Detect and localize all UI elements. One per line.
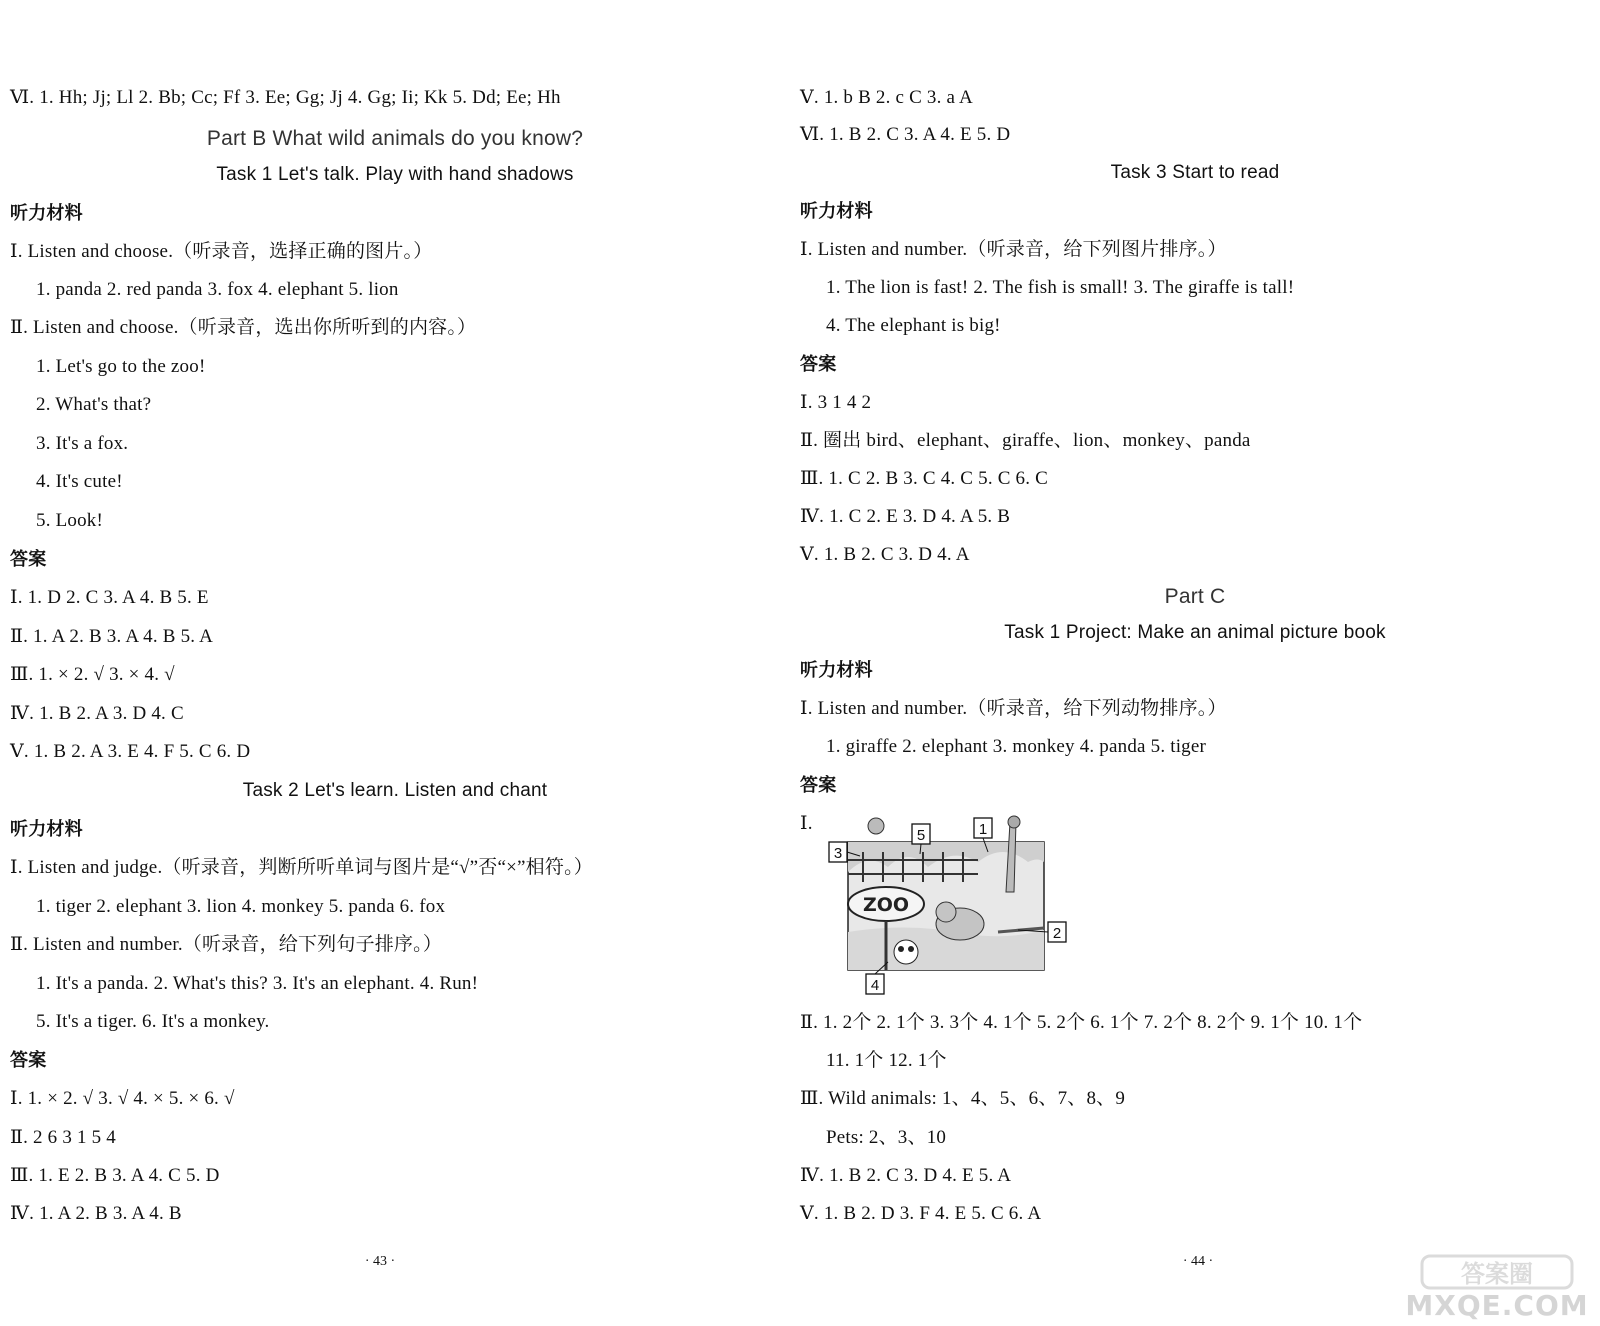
panda [894, 940, 918, 964]
answer-line: Ⅴ. 1. B 2. C 3. D 4. A [800, 544, 970, 565]
watermark-logo-icon [1402, 1252, 1592, 1292]
question-line: Ⅱ. Listen and number.（听录音，给下列句子排序。） [10, 934, 443, 955]
answer-line: Ⅳ. 1. C 2. E 3. D 4. A 5. B [800, 506, 1011, 527]
section-heading: 听力材料 [800, 201, 873, 222]
answer-line: Ⅰ. 3 1 4 2 [800, 392, 872, 413]
watermark-text: MXQE.COM [1405, 1289, 1589, 1322]
answer-line: 4. The elephant is big! [826, 315, 1001, 336]
answer-line: Ⅵ. 1. Hh; Jj; Ll 2. Bb; Cc; Ff 3. Ee; Gg; Jj 4. Gg; Ii; Kk 5. Dd; Ee; Hh [10, 87, 561, 108]
page-number: · 43 · [364, 1254, 396, 1269]
section-heading: 答案 [800, 354, 837, 375]
answer-line: Ⅴ. 1. B 2. D 3. F 4. E 5. C 6. A [800, 1203, 1042, 1224]
monkey [868, 818, 884, 834]
part-heading: Part B What wild animals do you know? [206, 127, 584, 150]
task-heading: Task 2 Let's learn. Listen and chant [242, 780, 548, 801]
answer-line: 1. It's a panda. 2. What's this? 3. It's an elephant. 4. Run! [36, 973, 479, 994]
label-5: 5 [916, 827, 926, 844]
question-line: Ⅱ. Listen and choose.（听录音，选出你所听到的内容。） [10, 317, 477, 338]
task-heading: Task 3 Start to read [1110, 162, 1280, 183]
section-heading: 答案 [10, 549, 47, 570]
answer-line: 1. The lion is fast! 2. The fish is small! 3. The giraffe is tall! [826, 277, 1295, 298]
section-heading: 答案 [10, 1050, 47, 1071]
answer-line: 1. panda 2. red panda 3. fox 4. elephant 5. lion [36, 279, 399, 300]
answer-line: 5. Look! [36, 510, 104, 531]
label-4: 4 [870, 977, 880, 994]
zoo-illustration [828, 812, 1088, 997]
question-line: Ⅰ. Listen and choose.（听录音，选择正确的图片。） [10, 241, 433, 262]
section-heading: 听力材料 [10, 819, 83, 840]
answer-line: Ⅳ. 1. B 2. A 3. D 4. C [10, 703, 184, 724]
answer-line: Ⅴ. 1. b B 2. c C 3. a A [800, 87, 973, 108]
answer-line: Ⅳ. 1. B 2. C 3. D 4. E 5. A [800, 1165, 1012, 1186]
zoo-sign-text: ZOO [862, 894, 910, 916]
question-line: Ⅰ. Listen and number.（听录音，给下列动物排序。） [800, 698, 1227, 719]
answer-line: 1. tiger 2. elephant 3. lion 4. monkey 5. panda 6. fox [36, 896, 446, 917]
answer-line: Ⅲ. 1. × 2. √ 3. × 4. √ [10, 664, 175, 685]
svg-text:答案圈: 答案圈 [1461, 1260, 1533, 1288]
answer-line: Ⅱ. 1. A 2. B 3. A 4. B 5. A [10, 626, 214, 647]
watermark [1402, 1252, 1592, 1322]
answer-line: Pets: 2、3、10 [826, 1127, 947, 1148]
section-heading: 听力材料 [10, 203, 83, 224]
answer-line: Ⅲ. 1. C 2. B 3. C 4. C 5. C 6. C [800, 468, 1049, 489]
question-line: Ⅰ. Listen and number.（听录音，给下列图片排序。） [800, 239, 1227, 260]
giraffe [1006, 822, 1016, 892]
answer-line: 1. Let's go to the zoo! [36, 356, 206, 377]
answer-line: Ⅳ. 1. A 2. B 3. A 4. B [10, 1203, 182, 1224]
answer-line: 2. What's that? [36, 394, 152, 415]
answer-line: Ⅵ. 1. B 2. C 3. A 4. E 5. D [800, 124, 1011, 145]
answer-line: 11. 1个 12. 1个 [826, 1050, 947, 1071]
answer-line: Ⅴ. 1. B 2. A 3. E 4. F 5. C 6. D [10, 741, 251, 762]
answer-line: 3. It's a fox. [36, 433, 129, 454]
answer-line: Ⅱ. 圈出 bird、elephant、giraffe、lion、monkey、panda [800, 430, 1251, 451]
answer-line: 1. giraffe 2. elephant 3. monkey 4. panda 5. tiger [826, 736, 1207, 757]
label-3: 3 [833, 845, 843, 862]
task-heading: Task 1 Let's talk. Play with hand shadows [216, 164, 574, 185]
answer-line: 4. It's cute! [36, 471, 123, 492]
answer-line: Ⅱ. 2 6 3 1 5 4 [10, 1127, 116, 1148]
answer-line: Ⅰ. 1. D 2. C 3. A 4. B 5. E [10, 587, 209, 608]
answer-line: Ⅰ. [800, 813, 813, 834]
giraffe-head [1008, 816, 1020, 828]
section-heading: 答案 [800, 775, 837, 796]
answer-line: Ⅰ. 1. × 2. √ 3. √ 4. × 5. × 6. √ [10, 1088, 235, 1109]
label-1: 1 [978, 821, 988, 838]
answer-line: Ⅱ. 1. 2个 2. 1个 3. 3个 4. 1个 5. 2个 6. 1个 7. 2个 8. 2个 9. 1个 10. 1个 [800, 1012, 1363, 1033]
question-line: Ⅰ. Listen and judge.（听录音，判断所听单词与图片是“√”否“×”相符。） [10, 857, 593, 878]
section-heading: 听力材料 [800, 660, 873, 681]
answer-line: 5. It's a tiger. 6. It's a monkey. [36, 1011, 270, 1032]
task-heading: Task 1 Project: Make an animal picture book [1004, 622, 1386, 643]
part-heading: Part C [1164, 585, 1226, 608]
label-2: 2 [1052, 925, 1062, 942]
elephant-head [936, 902, 956, 922]
answer-line: Ⅲ. 1. E 2. B 3. A 4. C 5. D [10, 1165, 220, 1186]
answer-line: Ⅲ. Wild animals: 1、4、5、6、7、8、9 [800, 1088, 1126, 1109]
page-number: · 44 · [1182, 1254, 1214, 1269]
